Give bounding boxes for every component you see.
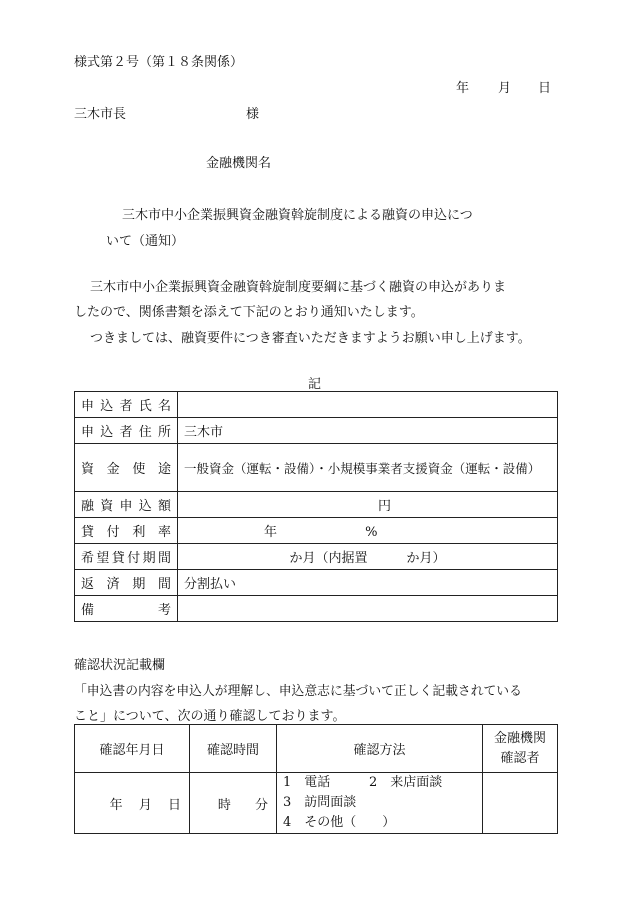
confirm-checker-cell — [483, 773, 558, 834]
header-checker — [483, 725, 558, 773]
body-p2: つきましては、融資要件につき審査いただきますようお願い申し上げます。 — [90, 331, 531, 346]
loan-period-label: 希望貸付期間 — [75, 544, 178, 570]
table-row — [75, 570, 558, 596]
table-row — [75, 492, 558, 518]
body-p1-line1: 三木市中小企業振興資金融資斡旋制度要綱に基づく融資の申込がありま — [90, 280, 507, 295]
date-year-label: 年 — [456, 81, 470, 96]
confirm-hour: 時 — [217, 797, 231, 813]
repayment-period-value: 分割払い — [178, 570, 558, 596]
confirm-time-cell — [190, 773, 277, 834]
remarks-label: 備考 — [75, 596, 178, 622]
confirm-year: 年 — [109, 797, 123, 813]
form-number: 様式第２号（第１８条関係） — [74, 55, 244, 70]
table-row — [75, 773, 558, 834]
confirmation-heading: 確認状況記載欄 — [74, 658, 166, 673]
header-checker-line2: 確認者 — [500, 750, 540, 766]
method-visit-home: 3 訪問面談 — [283, 795, 357, 810]
confirmation-text-line1: 「申込書の内容を申込人が理解し、申込意志に基づいて正しく記載されている — [74, 684, 522, 699]
loan-amount-value: 円 — [178, 492, 558, 518]
table-row — [75, 392, 558, 418]
date-month-label: 月 — [498, 81, 512, 96]
subject-line-2: いて（通知） — [106, 234, 185, 249]
applicant-name-value — [178, 392, 558, 418]
confirm-method-cell — [277, 773, 483, 834]
confirmation-text-line2: こと」について、次の通り確認しております。 — [74, 709, 346, 724]
confirm-day: 日 — [167, 797, 181, 813]
applicant-name-label: 申込者氏名 — [75, 392, 178, 418]
applicant-address-label: 申込者住所 — [75, 418, 178, 444]
confirm-month: 月 — [138, 797, 152, 813]
table-row — [75, 725, 558, 773]
header-method: 確認方法 — [277, 725, 483, 773]
interest-percent-text: % — [365, 525, 378, 540]
repayment-period-label: 返済期間 — [75, 570, 178, 596]
fund-use-label: 資金使途 — [75, 444, 178, 492]
confirm-date-cell — [75, 773, 190, 834]
subject-line-1: 三木市中小企業振興資金融資斡旋制度による融資の申込につ — [122, 208, 473, 223]
addressee-honorific: 様 — [246, 107, 260, 122]
ki-heading: 記 — [308, 377, 322, 392]
addressee-name: 三木市長 — [74, 107, 127, 122]
header-date: 確認年月日 — [75, 725, 190, 773]
method-visit-store: 2 来店面談 — [369, 775, 443, 790]
details-table — [74, 391, 558, 622]
institution-label: 金融機関名 — [206, 156, 272, 171]
date-day-label: 日 — [538, 81, 552, 96]
table-row — [75, 544, 558, 570]
loan-amount-label: 融資申込額 — [75, 492, 178, 518]
interest-rate-label: 貸付利率 — [75, 518, 178, 544]
confirmation-table — [74, 724, 558, 834]
body-p1-line2: したので、関係書類を添えて下記のとおり通知いたします。 — [74, 305, 424, 320]
interest-rate-value — [178, 518, 558, 544]
table-row — [75, 518, 558, 544]
loan-period-value: か月（内据置 か月） — [178, 544, 558, 570]
fund-use-value: 一般資金（運転・設備）・小規模事業者支援資金（運転・設備） — [178, 444, 558, 492]
confirm-minute: 分 — [254, 797, 268, 813]
applicant-address-value: 三木市 — [178, 418, 558, 444]
header-time: 確認時間 — [190, 725, 277, 773]
method-other: 4 その他（ ） — [283, 815, 396, 830]
method-phone: 1 電話 — [283, 775, 331, 790]
interest-year-text: 年 — [264, 525, 278, 540]
table-row — [75, 418, 558, 444]
remarks-value — [178, 596, 558, 622]
header-checker-line1: 金融機関 — [493, 730, 546, 746]
table-row — [75, 596, 558, 622]
table-row — [75, 444, 558, 492]
